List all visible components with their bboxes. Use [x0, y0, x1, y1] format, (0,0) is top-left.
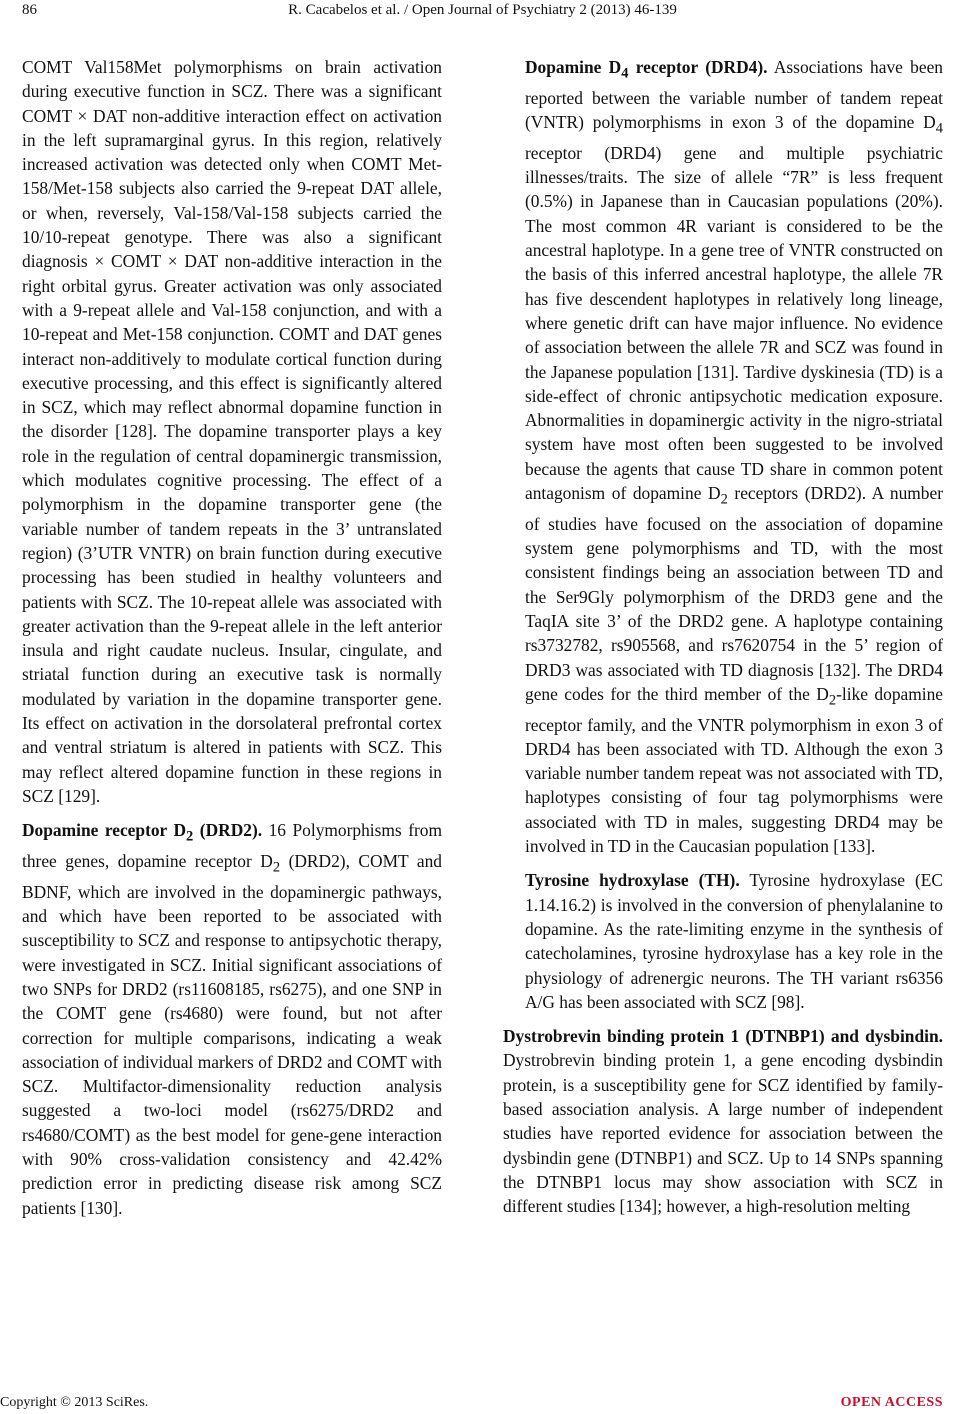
section-heading-drd2: Dopamine receptor $D_2$ (DRD2). [22, 820, 263, 845]
copyright-text: Copyright © 2013 SciRes. [0, 1395, 149, 1410]
paragraph-drd2: Dopamine receptor $D_2$ (DRD2). 16 Polymorphisms from three genes, dopamine receptor $D_2$ (DRD2), COMT and BDNF, which are involved in the dopaminergic pathways, and which have been reported to be associated with susceptibility to SCZ and response to antipsychotic therapy, were investigated in SCZ. Initial significant associations of two SNPs for DRD2 (rs11608185, rs6275), and one SNP in the COMT gene (rs4680) were found, but not after correction for multiple comparisons, indicating a weak association of individual markers of DRD2 and COMT with SCZ. Multifactor-dimensionality reduction analysis suggested a two-loci model (rs6275/DRD2 and rs4680/COMT) as the best model for gene-gene interaction with 90% cross-validation consistency and 42.42% prediction error in predicting disease risk among SCZ patients [130]. [22, 820, 442, 1218]
page-number: 86 [22, 2, 37, 18]
section-heading-drd4: Dopamine $D_4$ receptor (DRD4). [525, 57, 768, 82]
section-heading-dtnbp1: Dystrobrevin binding protein 1 (DTNBP1) and dysbindin. [503, 1026, 943, 1047]
paragraph-drd4: Dopamine $D_4$ receptor (DRD4). Associations have been reported between the variable number of tandem repeat (VNTR) polymorphisms in exon 3 of the dopamine $D_4$ receptor (DRD4) gene and multiple psychiatric illnesses/traits. The size of allele “7R” is less frequent (0.5%) in Japanese than in Caucasian populations (20%). The most common 4R variant is considered to be the ancestral haplotype. In a gene tree of VNTR constructed on the basis of this inferred ancestral haplotype, the allele 7R has five descendent haplotypes in relatively long lineage, where genetic drift can have major influence. No evidence of association between the allele 7R and SCZ was found in the Japanese population [131]. Tardive dyskinesia (TD) is a side-effect of chronic antipsychotic medication exposure. Abnormalities in dopaminergic activity in the nigro-striatal system have most often been suggested to be involved because the agents that cause TD share in common potent antagonism of dopamine $D_2$ receptors (DRD2). A number of studies have focused on the association of dopamine system gene polymorphisms and TD, with the most consistent findings being an association between TD and the Ser9Gly polymorphism of the DRD3 gene and the TaqIA site 3’ of the DRD2 gene. A haplotype containing rs3732782, rs905568, and rs7620754 in the 5’ region of DRD3 was associated with TD diagnosis [132]. The DRD4 gene codes for the third member of the $D_2$-like dopamine receptor family, and the VNTR polymorphism in exon 3 of DRD4 has been associated with TD. Although the exon 3 variable number tandem repeat was not associated with TD, haplotypes consisting of four tag polymorphisms were associated with TD in males, suggesting DRD4 may be involved in TD in the Caucasian population [133]. [525, 57, 944, 857]
open-access-label: OPEN ACCESS [840, 1395, 943, 1410]
running-title: R. Cacabelos et al. / Open Journal of Psychiatry 2 (2013) 46-139 [288, 2, 677, 18]
section-heading-th: Tyrosine hydroxylase (TH). [525, 870, 740, 891]
paragraph-dtnbp1: Dystrobrevin binding protein 1 (DTNBP1) and dysbindin. Dystrobrevin binding protein 1, a gene encoding dysbindin protein, is a susceptibility gene for SCZ identified by family-based association analysis. A large number of independent studies have reported evidence for association between the dysbindin gene (DTNBP1) and SCZ. Up to 14 SNPs spanning the DTNBP1 locus may show association with SCZ in different studies [134]; however, a high-resolution melting [503, 1026, 943, 1217]
left-column [22, 55, 442, 1230]
paragraph-comt-dat: COMT Val158Met polymorphisms on brain activation during executive function in SCZ. There was a significant COMT × DAT non-additive interaction effect on activation in the left supramarginal gyrus. In this region, relatively increased activation was detected only when COMT Met-158/Met-158 subjects also carried the 9-repeat DAT allele, or when, reversely, Val-158/Val-158 subjects carried the 10/10-repeat genotype. There was also a significant diagnosis × COMT × DAT non-additive interaction in the right orbital gyrus. Greater activation was only associated with a 9-repeat allele and Val-158 conjunction, and with a 10-repeat and Met-158 conjunction. COMT and DAT genes interact non-additively to modulate cortical function during executive processing, and this effect is significantly altered in SCZ, which may reflect abnormal dopamine function in the disorder [128]. The dopamine transporter plays a key role in the regulation of central dopaminergic transmission, which modulates cognitive processing. The effect of a polymorphism in the dopamine transporter gene (the variable number of tandem repeats in the 3’ untranslated region) (3’UTR VNTR) on brain function during executive processing has been studied in healthy volunteers and patients with SCZ. The 10-repeat allele was associated with greater activation than the 9-repeat allele in the left anterior insula and right caudate nucleus. Insular, cingulate, and striatal function during an executive task is normally modulated by variation in the dopamine transporter gene. Its effect on activation in the dorsolateral prefrontal cortex and ventral striatum is altered in patients with SCZ. This may reflect altered dopamine function in these regions in SCZ [129]. [22, 57, 442, 806]
right-column [503, 55, 944, 1229]
paragraph-tyrosine-hydroxylase: Tyrosine hydroxylase (TH). Tyrosine hydroxylase (EC 1.14.16.2) is involved in the conversion of phenylalanine to dopamine. As the rate-limiting enzyme in the synthesis of catecholamines, tyrosine hydroxylase has a key role in the physiology of adrenergic neurons. The TH variant rs6356 A/G has been associated with SCZ [98]. [525, 870, 943, 1012]
page-header [0, 2, 965, 26]
